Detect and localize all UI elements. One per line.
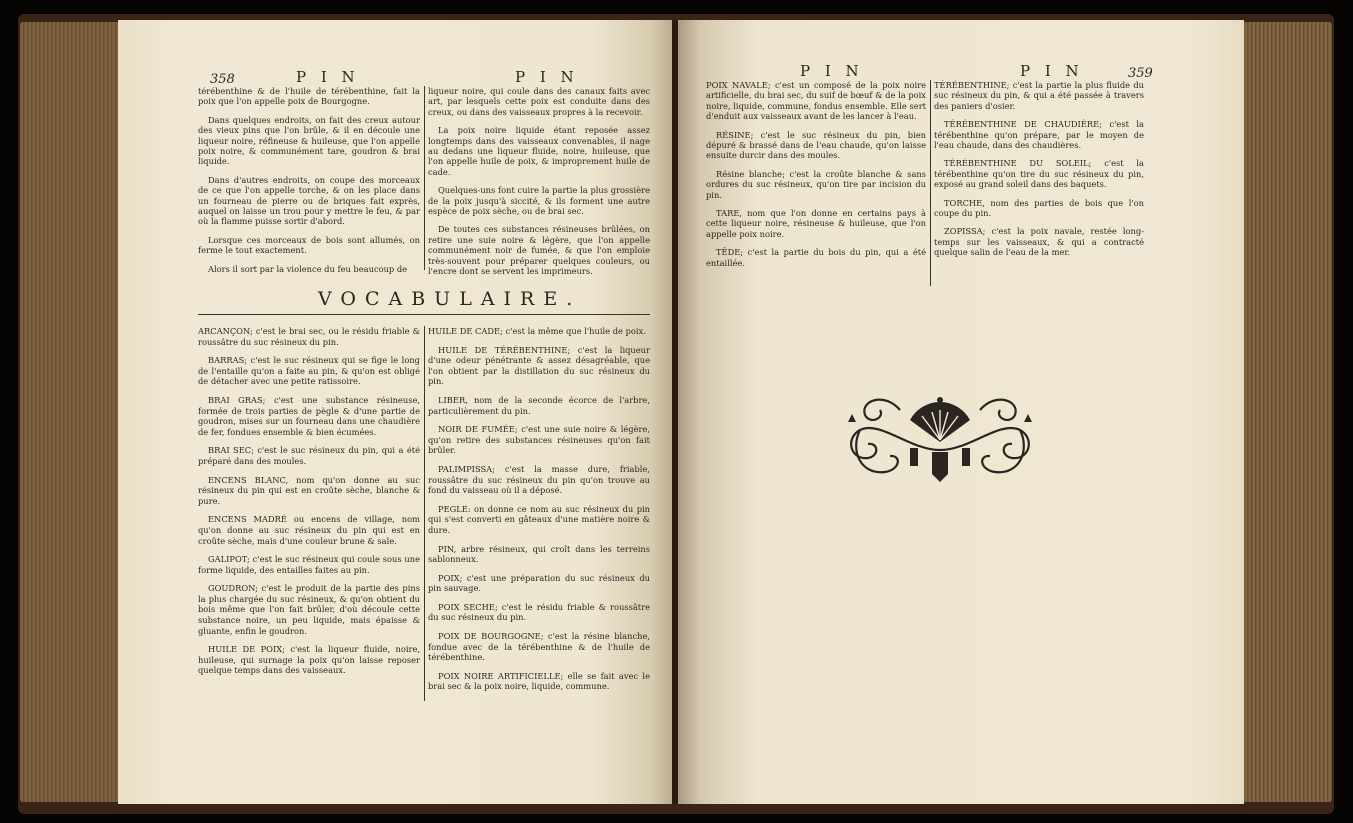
paragraph: Lorsque ces morceaux de bois sont allumés, on ferme le tout exactement. <box>198 234 420 256</box>
vocab-entry: ENCENS MADRÉ ou encens de village, nom qu'on donne au suc résineux du pin qui est en croûte sèche, mais d'une couleur brune & sale. <box>198 514 420 546</box>
column-rule <box>424 326 425 701</box>
column-rule <box>930 80 931 286</box>
left-running-head-1: P I N <box>296 68 360 86</box>
vocab-entry: HUILE DE POIX; c'est la liqueur fluide, noire, huileuse, qui surnage la poix qu'on laisse reposer quelque temps dans des vaisseaux. <box>198 644 420 676</box>
vocab-entry: GALIPOT; c'est le suc résineux qui coule sous une forme liquide, des entailles faites au pin. <box>198 554 420 575</box>
right-col2-text <box>934 80 1144 266</box>
vocab-entry: PIN, arbre résineux, qui croît dans les terreins sablonneux. <box>428 543 650 565</box>
vocab-entry: BRAI GRAS; c'est une substance résineuse, formée de trois parties de pègle & d'une partie de goudron, mises sur un fourneau dans une chaudière de fer, fondues ensemble & bien écumées. <box>198 394 420 437</box>
paragraph: POIX NAVALE; c'est un composé de la poix noire artificielle, du brai sec, du suif de bœuf & de la poix noire, liquide, commune, fondus ensemble. Elle sert d'enduit aux vaisseaux avant de les lancer à l'eau. <box>706 80 926 122</box>
left-col1-text <box>198 86 420 282</box>
vocab-entry: BARRAS; c'est le suc résineux qui se fige le long de l'entaille qu'on a faite au pin, & qu'on est obligé de détacher avec une petite ratissoire. <box>198 355 420 387</box>
vocab-entry: ARCANÇON; c'est le brai sec, ou le résidu friable & roussâtre du suc résineux du pin. <box>198 326 420 347</box>
paragraph: De toutes ces substances résineuses brûlées, on retire une suie noire & légère, que l'on appelle communément noir de fumée, & que l'on emploie très-souvent pour préparer quelques couleurs, ou l'encre dont se servent les imprimeurs. <box>428 224 650 277</box>
paragraph: térébenthine & de l'huile de térébenthine, fait la poix que l'on appelle poix de Bourgogne. <box>198 86 420 107</box>
right-col1-text <box>706 80 926 276</box>
column-rule <box>424 86 425 270</box>
paragraph: Quelques-uns font cuire la partie la plus grossière de la poix jusqu'à siccité, & ils forment une autre espèce de poix sèche, ou de brai sec. <box>428 185 650 217</box>
paragraph: TÉRÉBENTHINE; c'est la partie la plus fluide du suc résineux du pin, & qui a été passée à travers des paniers d'osier. <box>934 80 1144 111</box>
paragraph: Résine blanche; c'est la croûte blanche & sans ordures du suc résineux, qu'on tire par incision du pin. <box>706 168 926 200</box>
title-rule <box>198 314 650 315</box>
left-col2-text <box>428 86 650 285</box>
paragraph: TORCHE, nom des parties de bois que l'on coupe du pin. <box>934 197 1144 219</box>
paragraph: Alors il sort par la violence du feu beaucoup de <box>208 263 408 274</box>
vocab-entry: GOUDRON; c'est le produit de la partie des pins la plus chargée du suc résineux, & qu'on obtient du bois même que l'on fait brûler, d'où découle cette substance noire, un peu liquide, mais épaisse & gluante, enfin le goudron. <box>198 583 420 636</box>
paragraph: RÉSINE; c'est le suc résineux du pin, bien dépuré & brassé dans de l'eau chaude, qu'on laisse ensuite durcir dans des moules. <box>706 129 926 161</box>
paragraph: liqueur noire, qui coule dans des canaux faits avec art, par lesquels cette poix est conduite dans des creux, ou dans des vaisseaux propres à la recevoir. <box>428 86 650 117</box>
paragraph: TÉRÉBENTHINE DE CHAUDIÈRE; c'est la térébenthine qu'on prépare, par le moyen de l'eau chaude, dans des chaudières. <box>934 119 1144 151</box>
vocabulary-title: VOCABULAIRE. <box>318 288 582 310</box>
page-edges-right <box>1240 22 1332 802</box>
vocab-entry: POIX SECHE; c'est le résidu friable & roussâtre du suc résineux du pin. <box>428 601 650 623</box>
left-page-number: 358 <box>210 72 235 87</box>
paragraph: Dans d'autres endroits, on coupe des morceaux de ce que l'on appelle torche, & on les place dans un fourneau de pierre ou de briques fait exprès, auquel on laisse un trou pour y mettre le feu, & par où la flamme puisse sortir d'abord. <box>198 174 420 227</box>
right-running-head-1: P I N <box>800 62 864 80</box>
page-edges-left <box>20 22 120 802</box>
vocab-entry: PALIMPISSA; c'est la masse dure, friable, roussâtre du suc résineux du pin qu'on trouve au fond du vaisseau où il a déposé. <box>428 463 650 496</box>
vocab-entry: POIX DE BOURGOGNE; c'est la résine blanche, fondue avec de la térébenthine & de l'huile de térébenthine. <box>428 631 650 663</box>
paragraph: TÊDE; c'est la partie du bois du pin, qui a été entaillée. <box>706 247 926 268</box>
vocab-entry: POIX; c'est une préparation du suc résineux du pin sauvage. <box>428 572 650 594</box>
vocab-entry: LIBER, nom de la seconde écorce de l'arbre, particulièrement du pin. <box>428 394 650 416</box>
shell-scroll-vignette <box>840 380 1040 490</box>
paragraph: ZOPISSA; c'est la poix navale, restée long-temps sur les vaisseaux, & qui a contracté quelque salin de l'eau de la mer. <box>934 226 1144 258</box>
vocab-entry: NOIR DE FUMÉE; c'est une suie noire & légère, qu'on retire des substances résineuses qu'on fait brûler. <box>428 424 650 456</box>
right-page-number: 359 <box>1128 66 1153 81</box>
vocab-col1 <box>198 326 420 684</box>
vocab-entry: HUILE DE TÉRÉBENTHINE; c'est la liqueur d'une odeur pénétrante & assez désagréable, que l'on obtient par la distillation du suc résineux du pin. <box>428 344 650 387</box>
paragraph: TARE, nom que l'on donne en certains pays à cette liqueur noire, résineuse & huileuse, que l'on appelle poix noire. <box>706 208 926 239</box>
right-running-head-2: P I N <box>1020 62 1084 80</box>
vocab-entry: PEGLE: on donne ce nom au suc résineux du pin qui s'est converti en gâteaux d'une matière noire & dure. <box>428 503 650 535</box>
left-running-head-2: P I N <box>515 68 579 86</box>
vocab-entry: ENCENS BLANC, nom qu'on donne au suc résineux du pin qui est en croûte sèche, blanche & pure. <box>198 474 420 506</box>
paragraph: Dans quelques endroits, on fait des creux autour des vieux pins que l'on brûle, & il en découle une liqueur noire, réfineuse & huileuse, que l'on appelle poix noire, & communément tare, goudron & brai liquide. <box>198 114 420 167</box>
paragraph: La poix noire liquide étant reposée assez longtemps dans des vaisseaux convenables, il nage au dedans une liqueur fluide, noire, huileuse, que l'on appelle huile de poix, & improprement huile de cade. <box>428 125 650 177</box>
vocab-entry: HUILE DE CADE; c'est la même que l'huile de poix. <box>428 326 646 336</box>
vocab-col2 <box>428 326 650 700</box>
vocab-entry: BRAI SEC; c'est le suc résineux du pin, qui a été préparé dans des moules. <box>198 445 420 466</box>
vocab-entry: POIX NOIRE ARTIFICIELLE; elle se fait avec le brai sec & la poix noire, liquide, commune. <box>428 670 650 692</box>
paragraph: TÉRÉBENTHINE DU SOLEIL; c'est la térébenthine qu'on tire du suc résineux du pin, exposé au grand soleil dans des baquets. <box>934 158 1144 190</box>
